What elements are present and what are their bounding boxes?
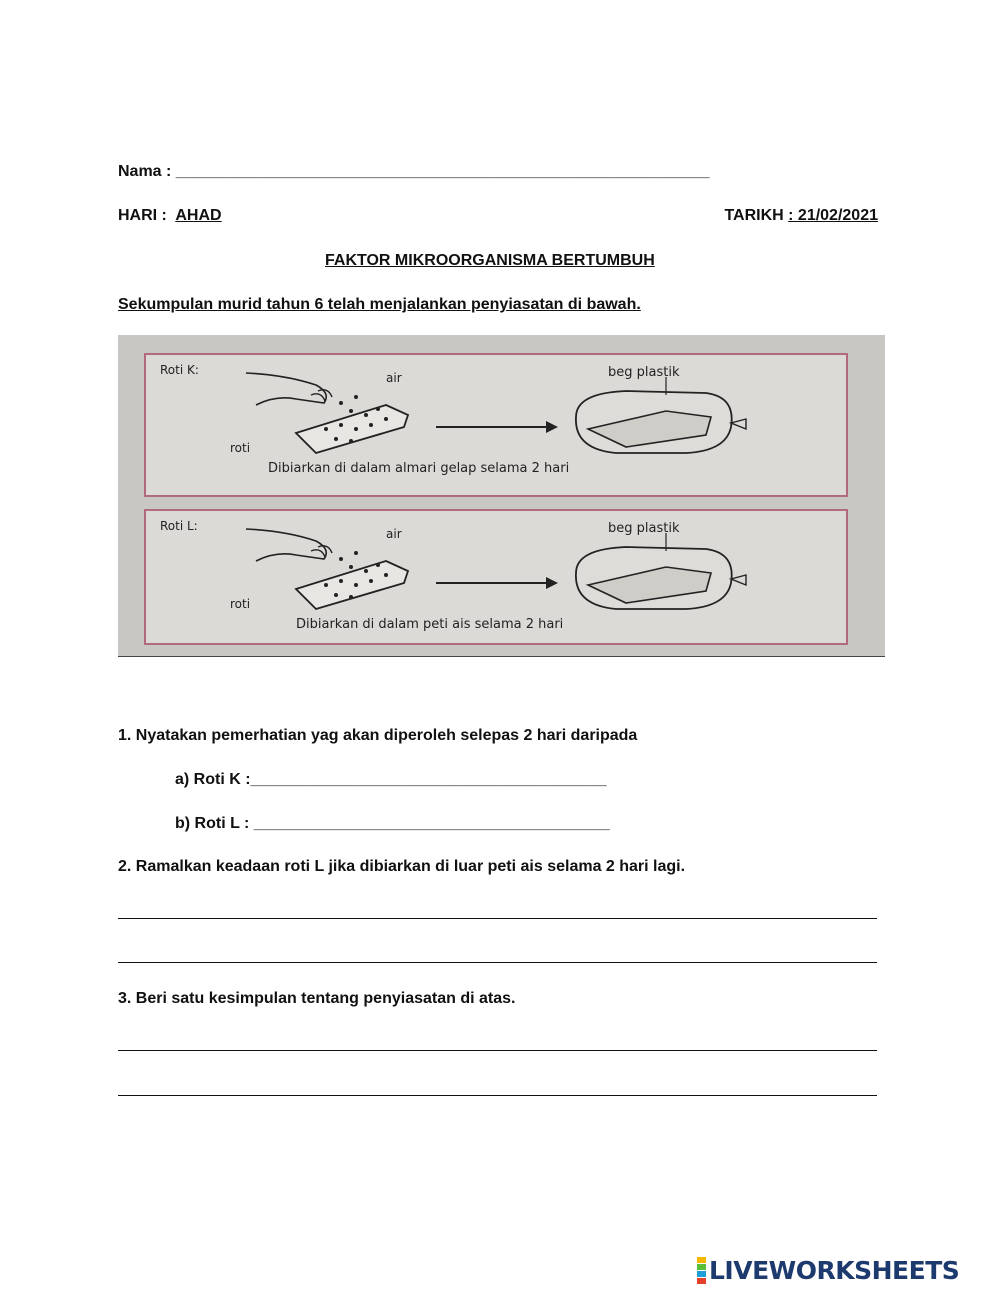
panel-l-caption: Dibiarkan di dalam peti ais selama 2 hari xyxy=(296,617,564,632)
date-line xyxy=(724,207,878,225)
question-3: 3. Beri satu kesimpulan tentang penyiasatan di atas. xyxy=(118,990,516,1007)
experiment-figure xyxy=(118,335,885,657)
answer-1a-field[interactable]: a) Roti K :________________________________________ xyxy=(175,771,607,788)
name-field[interactable]: Nama : ____________________________________________________________ xyxy=(118,163,710,180)
question-2: 2. Ramalkan keadaan roti L jika dibiarkan di luar peti ais selama 2 hari lagi. xyxy=(118,858,686,875)
logo-square xyxy=(697,1264,706,1270)
answer-3-line-1[interactable] xyxy=(118,1050,877,1051)
panel-l-water-label: air xyxy=(386,527,402,541)
logo-square xyxy=(697,1257,706,1263)
day-value: AHAD xyxy=(175,207,222,224)
logo-text: LIVEWORKSHEETS xyxy=(709,1255,960,1285)
panel-k-illustration xyxy=(146,355,846,495)
liveworksheets-logo[interactable] xyxy=(697,1255,959,1285)
date-label: TARIKH xyxy=(724,207,784,224)
answer-2-line-1[interactable] xyxy=(118,918,877,919)
logo-square xyxy=(697,1278,706,1284)
panel-k-label: Roti K: xyxy=(160,363,199,377)
intro-text: Sekumpulan murid tahun 6 telah menjalankan penyiasatan di bawah. xyxy=(118,296,641,313)
day-label: HARI : xyxy=(118,207,167,224)
panel-l-illustration xyxy=(146,511,846,643)
panel-roti-k xyxy=(144,353,848,497)
question-1: 1. Nyatakan pemerhatian yag akan diperoleh selepas 2 hari daripada xyxy=(118,727,638,744)
answer-1b-field[interactable]: b) Roti L : ________________________________________ xyxy=(175,815,610,832)
logo-square xyxy=(697,1271,706,1277)
answer-3-line-2[interactable] xyxy=(118,1095,877,1096)
page-title: FAKTOR MIKROORGANISMA BERTUMBUH xyxy=(325,252,655,269)
panel-k-bread-label: roti xyxy=(230,441,251,455)
answer-2-line-2[interactable] xyxy=(118,962,877,963)
day-line xyxy=(118,207,222,225)
panel-l-bag-label: beg plastik xyxy=(608,521,680,536)
logo-mark-icon xyxy=(697,1257,706,1284)
panel-k-bag-label: beg plastik xyxy=(608,365,680,380)
panel-k-caption: Dibiarkan di dalam almari gelap selama 2 hari xyxy=(268,461,570,476)
panel-l-bread-label: roti xyxy=(230,597,251,611)
panel-roti-l xyxy=(144,509,848,645)
panel-k-water-label: air xyxy=(386,371,402,385)
panel-l-label: Roti L: xyxy=(160,519,198,533)
date-value: : 21/02/2021 xyxy=(788,207,878,224)
